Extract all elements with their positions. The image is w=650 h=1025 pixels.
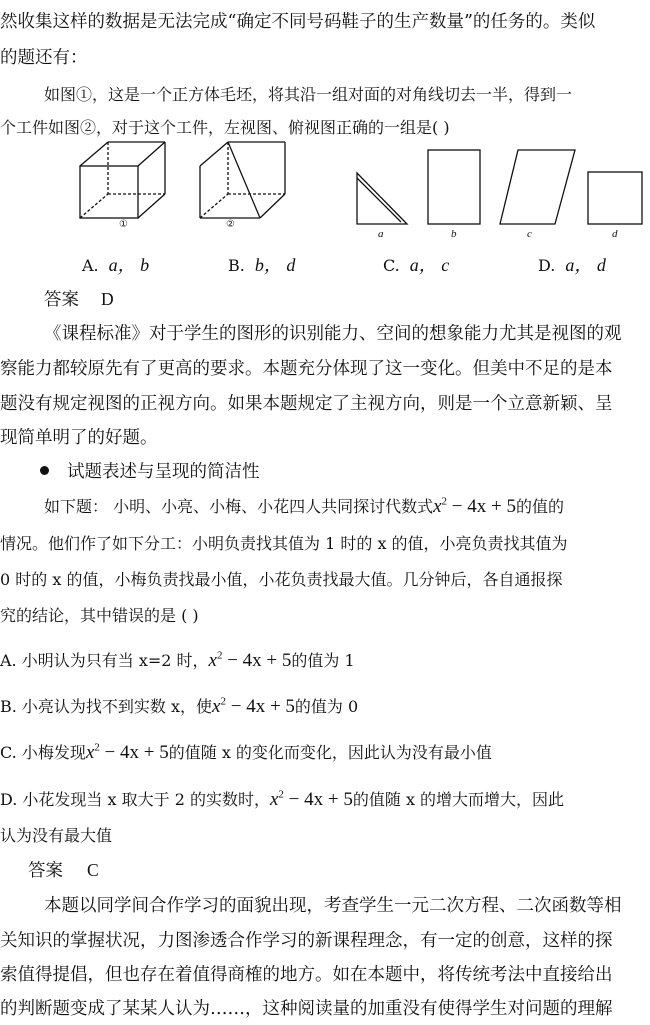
q1-option-b: B. b， d [228,255,296,275]
view-label-c: c [527,228,532,240]
view-label-a: a [378,228,384,240]
q2-option-c: C. 小梅发现$x^2 - 4x + 5$的值随 x 的变化而变化，因此认为没有最小值 [0,741,492,763]
q2-option-b: B. 小亮认为找不到实数 x，使$x^2 - 4x + 5$的值为 0 [0,695,359,717]
view-label-b: b [451,228,457,240]
bullet-icon [40,466,49,475]
paragraph1-line2: 的题还有： [0,48,88,68]
q1-option-c: C. a， c [383,255,450,275]
commentary2-line1: 本题以同学间合作学习的面貌出现，考查学生一元二次方程、二次函数等相 [44,896,622,916]
question2-intro: 如下题： 小明、小亮、小梅、小花四人共同探讨代数式$x^2 - 4x + 5$的值的 [44,495,564,517]
q2-option-d-line2: 认为没有最大值 [0,826,113,845]
q2-option-a: A. 小明认为只有当 x=2 时，$x^2 - 4x + 5$的值为 1 [0,649,355,671]
question2-line2: 情况。他们作了如下分工：小明负责找其值为 1 时的 x 的值，小亮负责找其值为 [0,534,568,553]
figure-label-2: ② [226,219,235,230]
q1-option-a: A. a， b [82,255,150,275]
commentary1-line4: 现简单明了的好题。 [0,428,158,448]
question1-line1: 如图①，这是一个正方体毛坯，将其沿一组对面的对角线切去一半，得到一 [44,85,573,104]
commentary2-line3: 索值得提倡，但也存在着值得商榷的地方。如在本题中，将传统考法中直接给出 [0,965,613,985]
commentary1-line2: 察能力都较原先有了更高的要求。本题充分体现了这一变化。但美中不足的是本 [0,359,613,379]
expression: $x^2 - 4x + 5$ [433,495,516,517]
commentary2-line2: 关知识的掌握状况，力图渗透合作学习的新课程理念，有一定的创意，这样的探 [0,931,613,951]
answer2: 答案 C [28,860,99,881]
q2-option-d: D. 小花发现当 x 取大于 2 的实数时，$x^2 - 4x + 5$的值随 x 的增大而增大，因此 [0,788,565,810]
section-heading: 试题表述与呈现的简洁性 [40,458,260,483]
cube-figure [0,0,650,250]
paragraph1-line1: 然收集这样的数据是无法完成“确定不同号码鞋子的生产数量”的任务的。类似 [0,12,596,32]
q1-option-d: D. a， d [538,255,606,275]
question2-line3: 0 时的 x 的值，小梅负责找最小值，小花负责找最大值。几分钟后，各自通报探 [0,570,563,589]
question2-line4: 究的结论，其中错误的是 ( ) [0,606,199,625]
question1-line2: 个工件如图②，对于这个工件，左视图、俯视图正确的一组是( ) [0,118,450,137]
answer1: 答案 D [44,289,114,310]
figure-label-1: ① [119,219,128,230]
commentary2-line4: 的判断题变成了某某人认为……，这种阅读量的加重没有使得学生对问题的理解 [0,999,613,1019]
commentary1-line3: 题没有规定视图的正视方向。如果本题规定了主视方向，则是一个立意新颖、呈 [0,394,613,414]
commentary1-line1: 《课程标准》对于学生的图形的识别能力、空间的想象能力尤其是视图的观 [44,324,622,344]
view-label-d: d [612,228,618,240]
